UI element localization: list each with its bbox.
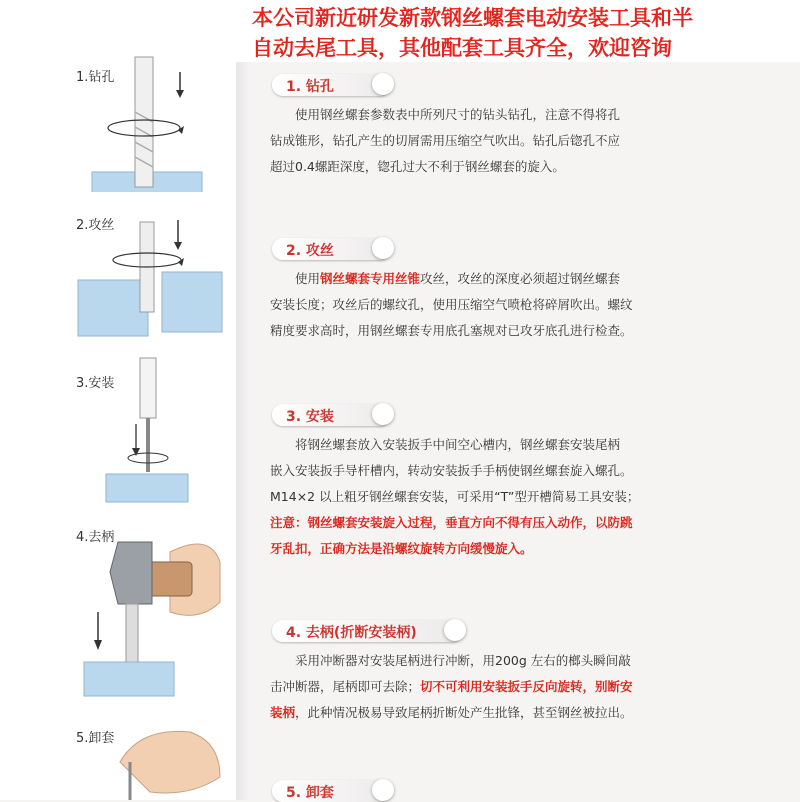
highlight-span: 注意：钢丝螺套安装旋入过程，垂直方向不得有压入动作，以防跳: [270, 515, 633, 530]
column-divider: [236, 62, 250, 800]
section-title: 1. 钻孔: [286, 79, 334, 95]
body-line: [270, 536, 750, 562]
body-line: [270, 266, 750, 292]
promo-line-1: 本公司新近研发新款钢丝螺套电动安装工具和半: [252, 6, 693, 30]
body-line: [270, 102, 750, 128]
highlight-span: 切不可利用安装扳手反向旋转，别断安: [420, 679, 633, 694]
step-label-drill: 1.钻孔: [76, 70, 115, 85]
section-body: [270, 266, 750, 344]
body-line: [270, 432, 750, 458]
body-line: [270, 458, 750, 484]
pill-knob-icon: [372, 73, 394, 95]
text-span: M14×2 以上粗牙钢丝螺套安装，可采用“T”型开槽简易工具安装；: [270, 489, 640, 504]
highlight-span: 钢丝螺套专用丝锥: [320, 271, 421, 286]
text-span: 使用钢丝螺套参数表中所列尺寸的钻头钻孔，注意不得将孔: [295, 107, 621, 122]
text-span: 攻丝，攻丝的深度必须超过钢丝螺套: [420, 271, 621, 286]
tap-illustration: [70, 210, 230, 350]
body-line: [270, 292, 750, 318]
section-title-pill: [272, 620, 462, 642]
highlight-span: 牙乱扣，正确方法是沿螺纹旋转方向缓慢旋入。: [270, 541, 533, 556]
text-span: 将钢丝螺套放入安装扳手中间空心槽内，钢丝螺套安装尾柄: [295, 437, 621, 452]
drill-illustration: [80, 22, 220, 192]
body-line: [270, 318, 750, 344]
pill-knob-icon: [372, 779, 394, 801]
section-body: [270, 648, 750, 726]
highlight-span: 装柄: [270, 705, 296, 720]
body-line: [270, 128, 750, 154]
section-title-pill: [272, 74, 390, 96]
body-line: [270, 154, 750, 180]
pill-knob-icon: [444, 619, 466, 641]
section-title-pill: [272, 780, 390, 802]
step-label-tap: 2.攻丝: [76, 218, 115, 233]
text-span: 安装长度；攻丝后的螺纹孔，使用压缩空气喷枪将碎屑吹出。螺纹: [270, 297, 633, 312]
body-line: [270, 700, 750, 726]
remove-tang-illustration: [80, 512, 230, 712]
section-title: 4. 去柄(折断安装柄): [286, 625, 417, 641]
text-span: 钻成锥形，钻孔产生的切屑需用压缩空气吹出。钻孔后锪孔不应: [270, 133, 621, 148]
section-title: 3. 安装: [286, 409, 334, 425]
text-span: 采用冲断器对安装尾柄进行冲断，用200g 左右的榔头瞬间敲: [295, 653, 631, 668]
body-line: [270, 484, 750, 510]
unsleeve-illustration: [100, 722, 230, 800]
step-label-install: 3.安装: [76, 376, 115, 391]
section-title-pill: [272, 404, 390, 426]
install-illustration: [100, 354, 200, 514]
pill-knob-icon: [372, 237, 394, 259]
text-span: 击冲断器，尾柄即可去除；: [270, 679, 421, 694]
text-span: 精度要求高时，用钢丝螺套专用底孔塞规对已攻牙底孔进行检查。: [270, 323, 633, 338]
pill-knob-icon: [372, 403, 394, 425]
section-title: 2. 攻丝: [286, 243, 334, 259]
illustration-column: [0, 62, 236, 800]
promo-line-2: 自动去尾工具，其他配套工具齐全，欢迎咨询: [252, 36, 672, 60]
step-label-unsleeve: 5.卸套: [76, 731, 115, 746]
body-line: [270, 674, 750, 700]
section-title: 5. 卸套: [286, 785, 334, 801]
step-label-remove-tang: 4.去柄: [76, 530, 115, 545]
section-body: [270, 432, 750, 562]
section-body: [270, 102, 750, 180]
text-span: ，此种情况极易导致尾柄折断处产生批锋，甚至钢丝被拉出。: [295, 705, 633, 720]
text-span: 使用: [295, 271, 321, 286]
body-line: [270, 648, 750, 674]
text-span: 嵌入安装扳手导杆槽内，转动安装扳手手柄使钢丝螺套旋入螺孔。: [270, 463, 633, 478]
section-title-pill: [272, 238, 390, 260]
body-line: [270, 510, 750, 536]
text-span: 超过0.4螺距深度，锪孔过大不利于钢丝螺套的旋入。: [270, 159, 565, 174]
